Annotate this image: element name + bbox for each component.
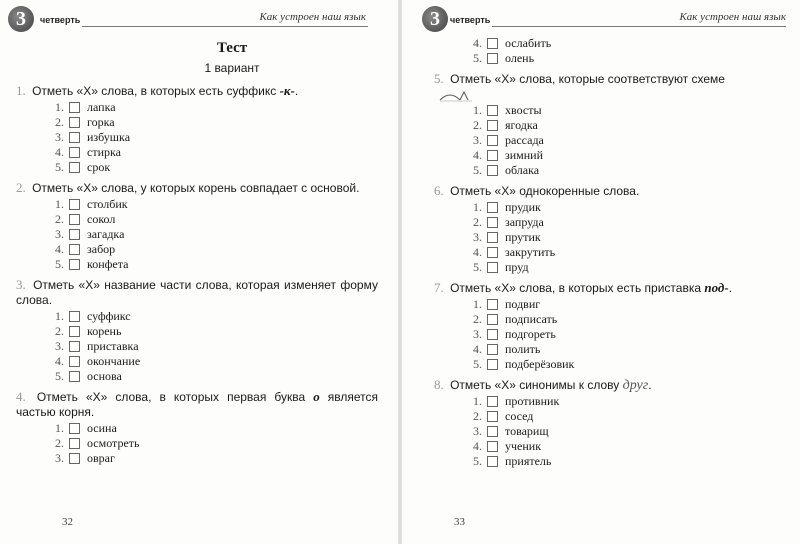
question-8 bbox=[434, 377, 782, 393]
option-item bbox=[462, 245, 782, 260]
page-number: 33 bbox=[454, 516, 465, 528]
option-item bbox=[462, 200, 782, 215]
question-number: 3. bbox=[16, 277, 26, 292]
option-number: 3. bbox=[55, 227, 64, 241]
option-number: 3. bbox=[473, 230, 482, 244]
question-text: Отметь «Х» однокоренные слова. bbox=[450, 184, 640, 198]
option-checkbox[interactable] bbox=[487, 53, 498, 64]
option-item bbox=[44, 115, 378, 130]
option-number: 1. bbox=[473, 297, 482, 311]
option-item bbox=[462, 133, 782, 148]
option-item bbox=[44, 145, 378, 160]
option-checkbox[interactable] bbox=[487, 217, 498, 228]
header-rule bbox=[492, 26, 786, 27]
option-checkbox[interactable] bbox=[69, 117, 80, 128]
option-checkbox[interactable] bbox=[487, 165, 498, 176]
option-text: олень bbox=[505, 51, 535, 65]
option-item bbox=[44, 421, 378, 436]
option-checkbox[interactable] bbox=[487, 150, 498, 161]
option-text: избушка bbox=[87, 130, 131, 144]
options-list bbox=[44, 100, 378, 175]
question-highlight: друг bbox=[622, 378, 649, 393]
option-number: 4. bbox=[473, 148, 482, 162]
option-checkbox[interactable] bbox=[487, 120, 498, 131]
option-text: срок bbox=[87, 160, 111, 174]
option-item bbox=[462, 409, 782, 424]
left-content bbox=[16, 38, 378, 466]
option-checkbox[interactable] bbox=[487, 456, 498, 467]
option-text: забор bbox=[87, 242, 116, 256]
question-text: Отметь «Х» слова, которые соответствуют схеме bbox=[450, 72, 725, 86]
option-item bbox=[44, 309, 378, 324]
option-number: 5. bbox=[55, 160, 64, 174]
question-text: Отметь «Х» название части слова, которая изменяет форму слова. bbox=[16, 278, 378, 307]
option-checkbox[interactable] bbox=[69, 341, 80, 352]
option-checkbox[interactable] bbox=[69, 371, 80, 382]
option-item bbox=[44, 324, 378, 339]
option-checkbox[interactable] bbox=[487, 38, 498, 49]
option-number: 2. bbox=[473, 215, 482, 229]
option-item bbox=[44, 160, 378, 175]
question-text: Отметь «Х» синонимы к слову bbox=[450, 378, 620, 392]
option-number: 5. bbox=[55, 369, 64, 383]
option-checkbox[interactable] bbox=[487, 441, 498, 452]
option-item bbox=[44, 100, 378, 115]
page-header bbox=[402, 4, 800, 36]
question-text: Отметь «Х» слова, у которых корень совпадает с основой. bbox=[32, 181, 360, 195]
options-list bbox=[44, 421, 378, 466]
option-text: полить bbox=[505, 342, 541, 356]
option-number: 4. bbox=[55, 242, 64, 256]
option-checkbox[interactable] bbox=[69, 326, 80, 337]
option-item bbox=[44, 369, 378, 384]
option-text: основа bbox=[87, 369, 122, 383]
options-list bbox=[462, 394, 782, 469]
option-item bbox=[462, 230, 782, 245]
option-number: 2. bbox=[473, 312, 482, 326]
option-checkbox[interactable] bbox=[487, 202, 498, 213]
option-number: 2. bbox=[55, 212, 64, 226]
option-text: окончание bbox=[87, 354, 141, 368]
header-rule bbox=[82, 26, 368, 27]
option-item bbox=[462, 327, 782, 342]
option-checkbox[interactable] bbox=[487, 329, 498, 340]
option-item bbox=[44, 436, 378, 451]
question-number: 7. bbox=[434, 280, 444, 295]
options-list bbox=[44, 197, 378, 272]
option-text: зимний bbox=[505, 148, 544, 162]
option-item bbox=[44, 257, 378, 272]
quarter-badge: 3 bbox=[8, 6, 34, 32]
option-checkbox[interactable] bbox=[69, 244, 80, 255]
option-text: подвиг bbox=[505, 297, 541, 311]
option-text: осмотреть bbox=[87, 436, 140, 450]
option-item bbox=[462, 357, 782, 372]
option-text: товарищ bbox=[505, 424, 549, 438]
question-number: 4. bbox=[16, 389, 26, 404]
option-number: 1. bbox=[55, 100, 64, 114]
option-item bbox=[462, 103, 782, 118]
section-title: Как устроен наш язык bbox=[259, 11, 366, 23]
option-number: 2. bbox=[55, 324, 64, 338]
question-5 bbox=[434, 71, 782, 102]
option-checkbox[interactable] bbox=[487, 411, 498, 422]
test-title: Тест bbox=[216, 40, 248, 56]
question-text-end: является частью корня. bbox=[16, 390, 379, 419]
option-text: столбик bbox=[87, 197, 128, 211]
option-text: овраг bbox=[87, 451, 115, 465]
option-checkbox[interactable] bbox=[487, 135, 498, 146]
option-checkbox[interactable] bbox=[69, 356, 80, 367]
option-checkbox[interactable] bbox=[69, 311, 80, 322]
option-number: 1. bbox=[473, 103, 482, 117]
quarter-label: четверть bbox=[40, 15, 81, 25]
option-item bbox=[462, 148, 782, 163]
option-checkbox[interactable] bbox=[487, 262, 498, 273]
option-item bbox=[44, 242, 378, 257]
option-checkbox[interactable] bbox=[69, 102, 80, 113]
question-3 bbox=[16, 277, 378, 308]
option-item bbox=[462, 454, 782, 469]
option-text: загадка bbox=[87, 227, 125, 241]
option-item bbox=[462, 51, 782, 66]
question-6 bbox=[434, 183, 782, 199]
option-checkbox[interactable] bbox=[69, 438, 80, 449]
option-item bbox=[462, 439, 782, 454]
option-text: прутик bbox=[505, 230, 541, 244]
option-number: 3. bbox=[55, 339, 64, 353]
option-checkbox[interactable] bbox=[487, 359, 498, 370]
question-1 bbox=[16, 83, 378, 99]
option-item bbox=[44, 227, 378, 242]
option-number: 3. bbox=[473, 327, 482, 341]
option-text: подгореть bbox=[505, 327, 556, 341]
option-item bbox=[462, 215, 782, 230]
option-item bbox=[462, 118, 782, 133]
option-checkbox[interactable] bbox=[69, 453, 80, 464]
options-list bbox=[462, 103, 782, 178]
option-text: рассада bbox=[505, 133, 544, 147]
option-text: пруд bbox=[505, 260, 529, 274]
option-text: лапка bbox=[87, 100, 116, 114]
question-text: Отметь «Х» слова, в которых первая буква bbox=[36, 390, 306, 404]
question-number: 5. bbox=[434, 71, 444, 86]
question-number: 8. bbox=[434, 377, 444, 392]
option-number: 4. bbox=[473, 245, 482, 259]
option-item bbox=[44, 354, 378, 369]
option-checkbox[interactable] bbox=[487, 299, 498, 310]
option-number: 4. bbox=[473, 36, 482, 50]
option-text: суффикс bbox=[87, 309, 131, 323]
option-checkbox[interactable] bbox=[69, 214, 80, 225]
page-header bbox=[0, 4, 398, 36]
quarter-badge: 3 bbox=[422, 6, 448, 32]
option-item bbox=[462, 312, 782, 327]
question-text: Отметь «Х» слова, в которых есть суффикс bbox=[32, 84, 277, 98]
option-text: закрутить bbox=[505, 245, 556, 259]
option-checkbox[interactable] bbox=[69, 229, 80, 240]
option-number: 3. bbox=[473, 133, 482, 147]
option-number: 5. bbox=[55, 257, 64, 271]
option-number: 4. bbox=[473, 439, 482, 453]
question-text: Отметь «Х» слова, в которых есть приставка bbox=[450, 281, 702, 295]
option-number: 5. bbox=[473, 357, 482, 371]
options-list-continued bbox=[462, 36, 782, 66]
options-list bbox=[462, 200, 782, 275]
option-number: 2. bbox=[55, 436, 64, 450]
left-page bbox=[0, 0, 398, 544]
right-page bbox=[402, 0, 800, 544]
question-highlight: -к- bbox=[279, 83, 295, 98]
question-4 bbox=[16, 389, 378, 420]
option-checkbox[interactable] bbox=[487, 247, 498, 258]
option-number: 4. bbox=[55, 145, 64, 159]
quarter-label: четверть bbox=[450, 15, 491, 25]
option-item bbox=[462, 163, 782, 178]
option-item bbox=[462, 394, 782, 409]
option-number: 5. bbox=[473, 454, 482, 468]
option-text: прудик bbox=[505, 200, 541, 214]
option-item bbox=[462, 260, 782, 275]
option-number: 1. bbox=[55, 309, 64, 323]
option-number: 3. bbox=[55, 130, 64, 144]
right-content bbox=[434, 38, 782, 469]
options-list bbox=[462, 297, 782, 372]
option-text: хвосты bbox=[505, 103, 542, 117]
option-number: 2. bbox=[473, 118, 482, 132]
options-list bbox=[44, 309, 378, 384]
option-text: сокол bbox=[87, 212, 116, 226]
option-item bbox=[462, 297, 782, 312]
option-text: ученик bbox=[505, 439, 542, 453]
option-text: корень bbox=[87, 324, 122, 338]
option-item bbox=[462, 36, 782, 51]
word-scheme-icon bbox=[438, 88, 474, 102]
option-checkbox[interactable] bbox=[487, 426, 498, 437]
question-highlight: под- bbox=[704, 280, 729, 295]
option-item bbox=[44, 212, 378, 227]
page-number: 32 bbox=[62, 516, 73, 528]
option-checkbox[interactable] bbox=[487, 232, 498, 243]
option-number: 3. bbox=[55, 451, 64, 465]
option-number: 5. bbox=[473, 51, 482, 65]
option-text: облака bbox=[505, 163, 540, 177]
option-item bbox=[44, 339, 378, 354]
question-highlight: о bbox=[313, 389, 320, 404]
option-number: 2. bbox=[473, 409, 482, 423]
option-text: приставка bbox=[87, 339, 139, 353]
option-number: 1. bbox=[473, 394, 482, 408]
option-checkbox[interactable] bbox=[69, 259, 80, 270]
option-text: приятель bbox=[505, 454, 552, 468]
question-number: 6. bbox=[434, 183, 444, 198]
option-item bbox=[44, 451, 378, 466]
option-text: осина bbox=[87, 421, 117, 435]
option-text: ягодка bbox=[505, 118, 538, 132]
question-7 bbox=[434, 280, 782, 296]
option-item bbox=[44, 130, 378, 145]
question-text-end: . bbox=[648, 378, 652, 392]
option-item bbox=[462, 424, 782, 439]
option-checkbox[interactable] bbox=[69, 132, 80, 143]
question-text-end: . bbox=[294, 84, 299, 98]
option-checkbox[interactable] bbox=[69, 199, 80, 210]
option-checkbox[interactable] bbox=[487, 105, 498, 116]
option-checkbox[interactable] bbox=[69, 162, 80, 173]
variant-label: 1 вариант bbox=[204, 61, 260, 75]
option-number: 1. bbox=[55, 197, 64, 211]
option-text: подберёзовик bbox=[505, 357, 575, 371]
option-number: 5. bbox=[473, 260, 482, 274]
option-text: стирка bbox=[87, 145, 121, 159]
option-checkbox[interactable] bbox=[487, 314, 498, 325]
option-number: 4. bbox=[55, 354, 64, 368]
section-title: Как устроен наш язык bbox=[679, 11, 786, 23]
option-number: 1. bbox=[473, 200, 482, 214]
option-number: 4. bbox=[473, 342, 482, 356]
option-text: горка bbox=[87, 115, 115, 129]
option-number: 5. bbox=[473, 163, 482, 177]
option-text: сосед bbox=[505, 409, 534, 423]
option-number: 3. bbox=[473, 424, 482, 438]
option-checkbox[interactable] bbox=[69, 147, 80, 158]
option-text: подписать bbox=[505, 312, 558, 326]
option-item bbox=[462, 342, 782, 357]
option-text: конфета bbox=[87, 257, 129, 271]
option-text: запруда bbox=[505, 215, 544, 229]
option-number: 1. bbox=[55, 421, 64, 435]
question-text-end: . bbox=[728, 281, 733, 295]
option-text: противник bbox=[505, 394, 560, 408]
option-item bbox=[44, 197, 378, 212]
option-number: 2. bbox=[55, 115, 64, 129]
option-checkbox[interactable] bbox=[487, 344, 498, 355]
question-number: 1. bbox=[16, 83, 26, 98]
option-checkbox[interactable] bbox=[487, 396, 498, 407]
option-text: ослабить bbox=[505, 36, 552, 50]
option-checkbox[interactable] bbox=[69, 423, 80, 434]
question-number: 2. bbox=[16, 180, 26, 195]
question-2 bbox=[16, 180, 378, 196]
